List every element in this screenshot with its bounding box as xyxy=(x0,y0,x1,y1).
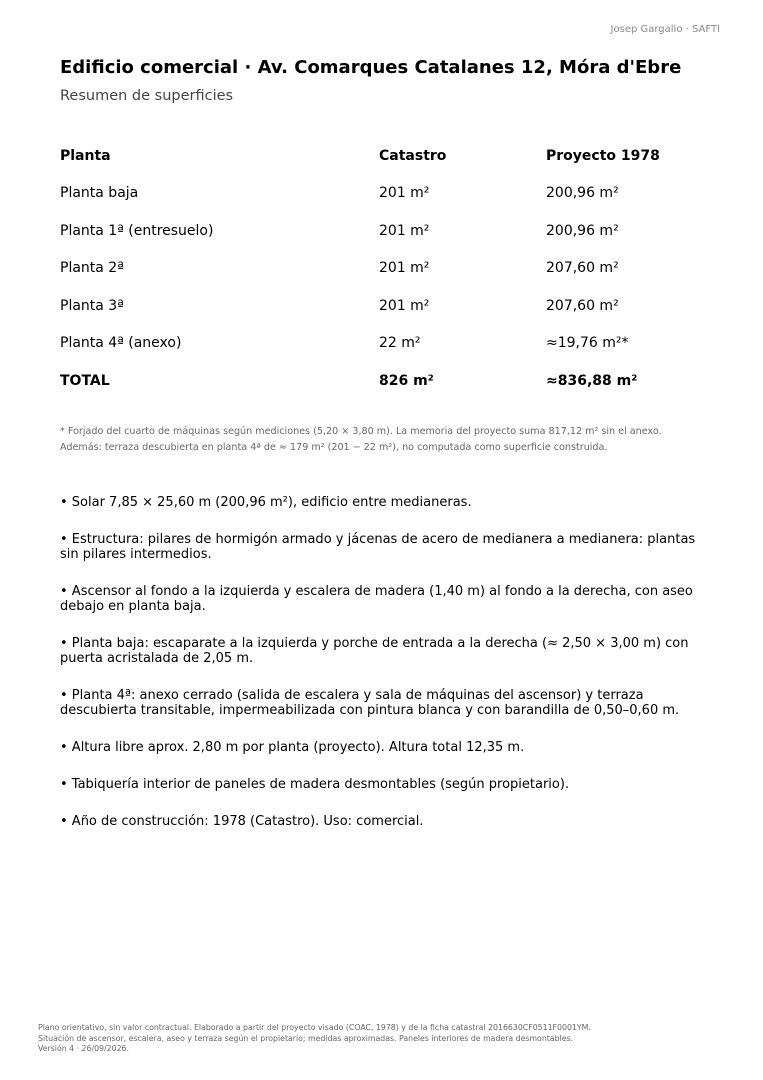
column-header-planta: Planta xyxy=(60,147,111,164)
table-total-row xyxy=(60,362,726,400)
note-line: Además: terraza descubierta en planta 4ª de ≈ 179 m² (201 − 22 m²), no computada como superficie construida. xyxy=(60,442,608,453)
cell-catastro: 22 m² xyxy=(379,335,421,352)
table-row xyxy=(60,175,726,213)
cell-planta: Planta baja xyxy=(60,185,139,202)
column-header-proyecto: Proyecto 1978 xyxy=(546,147,660,164)
author-label: Josep Gargallo · SAFTI xyxy=(610,24,720,35)
page-title: Edificio comercial · Av. Comarques Catalanes 12, Móra d'Ebre xyxy=(60,57,682,78)
table-notes xyxy=(60,424,720,456)
list-item: • Estructura: pilares de hormigón armado y jácenas de acero de medianera a medianera: plantas sin pilares intermedios. xyxy=(60,532,696,562)
cell-planta: Planta 1ª (entresuelo) xyxy=(60,222,214,239)
list-item: • Año de construcción: 1978 (Catastro). Uso: comercial. xyxy=(60,814,424,829)
cell-catastro: 201 m² xyxy=(379,222,430,239)
cell-proyecto: ≈19,76 m²* xyxy=(546,335,629,352)
footer-line: Situación de ascensor, escalera, aseo y terraza según el propietario; medidas aproximadas. Paneles interiores de madera desmontables. xyxy=(38,1033,574,1043)
table-row xyxy=(60,287,726,325)
features-list xyxy=(60,495,710,851)
cell-total-label: TOTAL xyxy=(60,372,110,389)
list-item: • Tabiquería interior de paneles de madera desmontables (según propietario). xyxy=(60,777,570,792)
cell-planta: Planta 4ª (anexo) xyxy=(60,335,182,352)
list-item: • Ascensor al fondo a la izquierda y escalera de madera (1,40 m) al fondo a la derecha, con aseo debajo en planta baja. xyxy=(60,584,693,614)
cell-planta: Planta 3ª xyxy=(60,297,124,314)
list-item: • Solar 7,85 × 25,60 m (200,96 m²), edificio entre medianeras. xyxy=(60,495,472,510)
note-line: * Forjado del cuarto de máquinas según mediciones (5,20 × 3,80 m). La memoria del proyecto suma 817,12 m² sin el anexo. xyxy=(60,426,662,437)
cell-total-proyecto: ≈836,88 m² xyxy=(546,372,638,389)
table-row xyxy=(60,250,726,288)
table-header-row xyxy=(60,137,726,175)
cell-catastro: 201 m² xyxy=(379,260,430,277)
surface-summary-table xyxy=(60,137,726,400)
footer-line: Versión 4 · 26/09/2026. xyxy=(38,1044,129,1054)
table-row xyxy=(60,325,726,363)
cell-planta: Planta 2ª xyxy=(60,260,124,277)
table-row xyxy=(60,212,726,250)
cell-catastro: 201 m² xyxy=(379,297,430,314)
cell-proyecto: 200,96 m² xyxy=(546,185,619,202)
cell-proyecto: 207,60 m² xyxy=(546,297,619,314)
footer-line: Plano orientativo, sin valor contractual. Elaborado a partir del proyecto visado (COAC, 1978) y de la ficha catastral 2016630CF0511F0001YM. xyxy=(38,1023,591,1032)
cell-proyecto: 207,60 m² xyxy=(546,260,619,277)
page-subtitle: Resumen de superficies xyxy=(60,88,234,104)
page-footer xyxy=(38,1023,738,1055)
column-header-catastro: Catastro xyxy=(379,147,447,164)
list-item: • Altura libre aprox. 2,80 m por planta (proyecto). Altura total 12,35 m. xyxy=(60,740,525,755)
cell-catastro: 201 m² xyxy=(379,185,430,202)
cell-proyecto: 200,96 m² xyxy=(546,222,619,239)
cell-total-catastro: 826 m² xyxy=(379,372,434,389)
list-item: • Planta 4ª: anexo cerrado (salida de escalera y sala de máquinas del ascensor) y terraza descubierta transitable, impermeabilizada con pintura blanca y con barandilla de 0,50–0,60 m. xyxy=(60,688,680,718)
list-item: • Planta baja: escaparate a la izquierda y porche de entrada a la derecha (≈ 2,50 × 3,00 m) con puerta acristalada de 2,05 m. xyxy=(60,636,689,666)
